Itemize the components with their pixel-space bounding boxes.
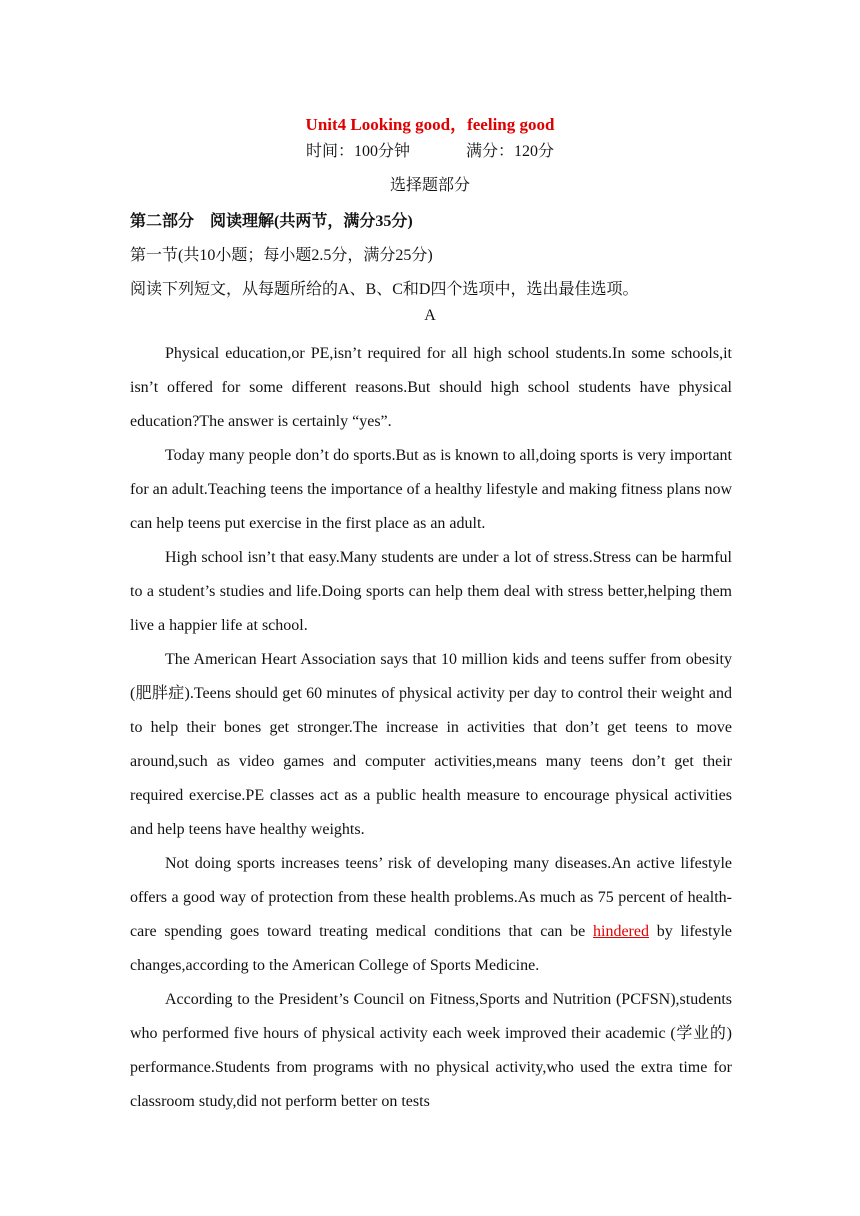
paragraph-5-end: by lifestyle changes,according to the American College of Sports Medicine. [130,923,732,974]
passage-letter: A [424,307,436,324]
full-score: 满分：120分 [466,143,555,160]
part-instruction: 阅读下列短文，从每题所给的A、B、C和D四个选项中，选出最佳选项。 [130,281,639,298]
paragraph-1: Physical education,or PE,isn’t required for all high school students.In some schools,it isn’t offered for some different reasons.But should high school students have physical education?The answer is certainly “yes”. [130,345,732,430]
paragraph-5-start: Not doing sports increases teens’ risk of developing many diseases.An active lifestyle offers a good way of protection from these health problems.As much as 75 percent of health-care spending goes toward treating medical conditions that can be [130,855,732,940]
paragraph-6: According to the President’s Council on Fitness,Sports and Nutrition (PCFSN),students who performed five hours of physical activity each week improved their academic (学业的) performance.Students from programs with no physical activity,who used the extra time for classroom study,did not perform better on tests [130,991,732,1110]
unit-title: Unit4 Looking good，feeling good [305,115,555,134]
highlighted-word: hindered [593,923,649,940]
part-subheading: 第一节(共10小题；每小题2.5分，满分25分) [130,247,433,264]
paragraph-3: High school isn’t that easy.Many students are under a lot of stress.Stress can be harmful to a student’s studies and life.Doing sports can help them deal with stress better,helping them live a happier life at school. [130,549,732,634]
exam-meta [0,138,860,161]
passage-body [130,337,732,1119]
paragraph-4: The American Heart Association says that 10 million kids and teens suffer from obesity (肥胖症).Teens should get 60 minutes of physical activity per day to control their weight and to help their bones get stronger.The increase in activities that don’t get teens to move around,such as video games and computer activities,means many teens don’t get their required exercise.PE classes act as a public health measure to encourage physical activities and help teens have healthy weights. [130,651,732,838]
section-label: 选择题部分 [389,177,470,194]
time-limit: 时间：100分钟 [305,143,410,160]
part-heading: 第二部分 阅读理解(共两节，满分35分) [130,213,413,230]
paragraph-5 [130,847,732,983]
paragraph-2: Today many people don’t do sports.But as is known to all,doing sports is very important for an adult.Teaching teens the importance of a healthy lifestyle and making fitness plans now can help teens put exercise in the first place as an adult. [130,447,732,532]
